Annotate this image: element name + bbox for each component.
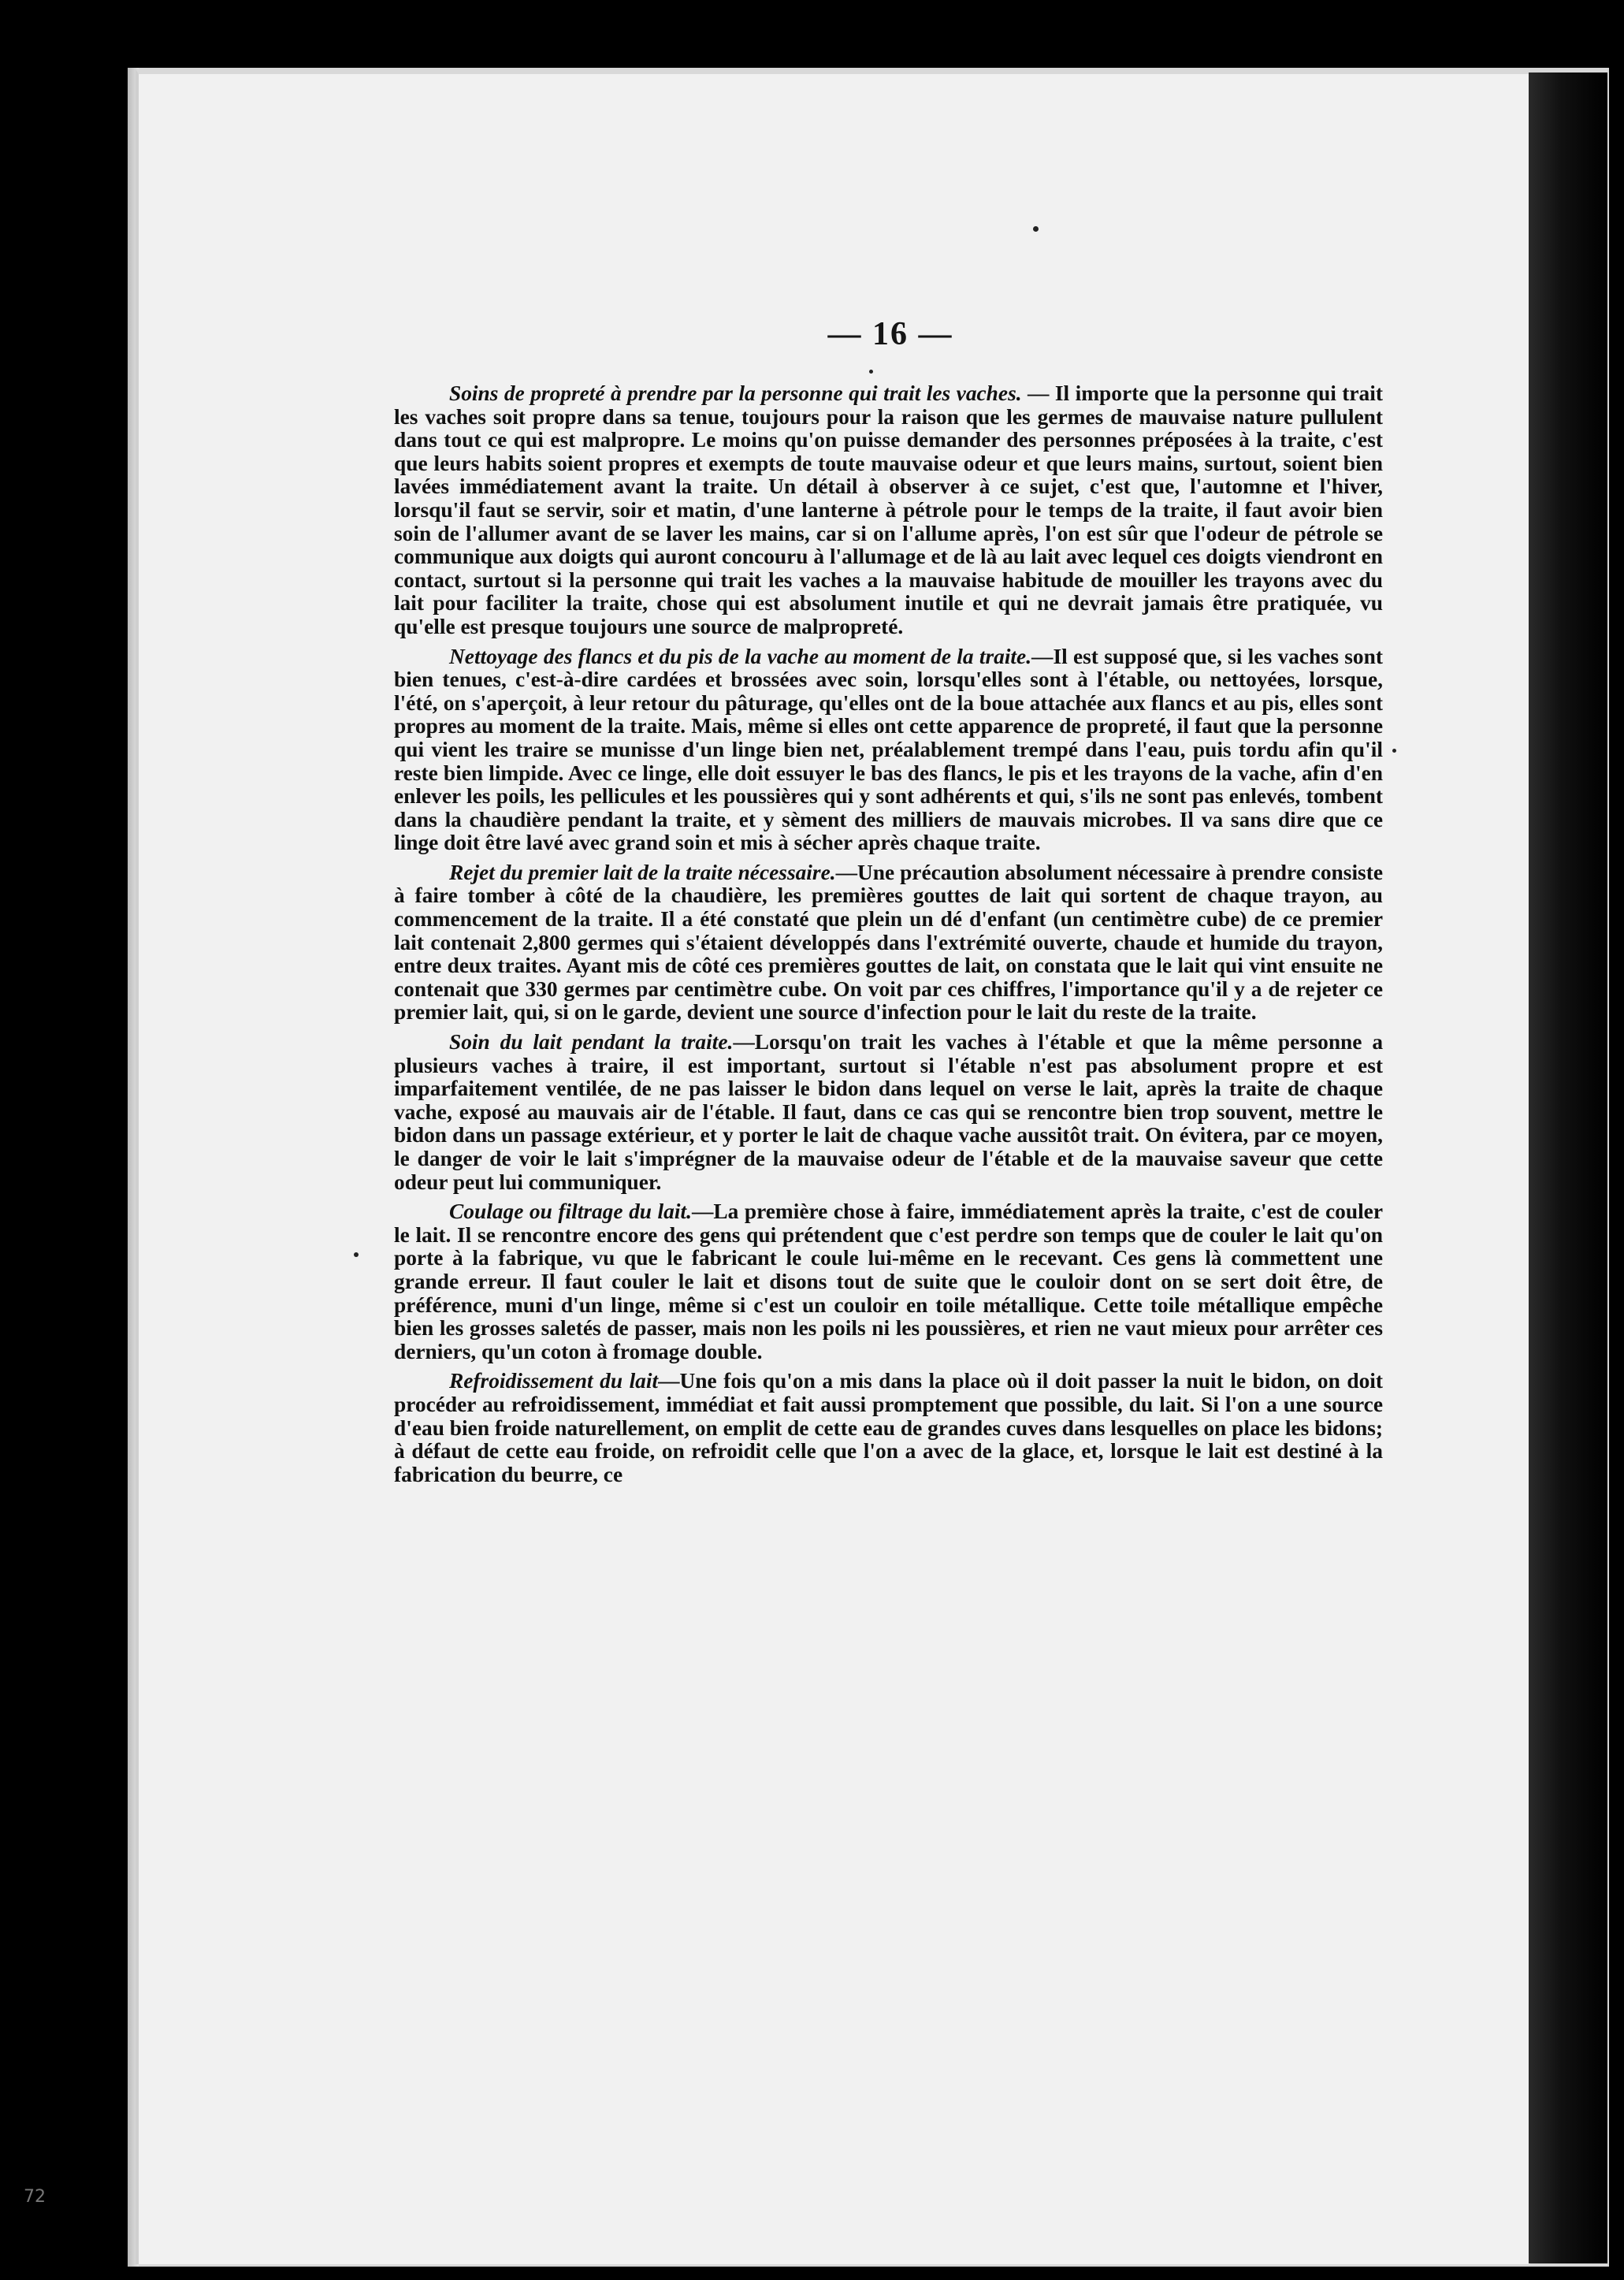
paragraph-body: —La première chose à faire, immédiatement après la traite, c'est de couler le lait. Il se rencontre encore des gens qui prétendent que c'est perdre son temps que de couler le lait qu'on porte à la fabrique, vu que le fabricant le coule lui-même en le recevant. Ces gens là commettent une grande erreur. Il faut couler le lait et disons tout de suite que le couloir dont on se sert doit être, de préférence, muni d'un linge, même si c'est un couloir en toile métallique. Cette toile métallique empêche bien les grosses saletés de passer, mais non les poils ni les poussières, et rien ne vaut mieux pour arrêter ces derniers, qu'un coton à fromage double. (394, 1200, 1384, 1363)
paragraph-heading: Soin du lait pendant la traite. (449, 1030, 734, 1054)
paragraph-body: —Lorsqu'on trait les vaches à l'étable et que la même personne a plusieurs vaches à traire, il est important, surtout si l'étable n'est pas absolument propre et est imparfaitement ventilée, de ne pas laisser le bidon dans lequel on verse le lait, après la traite de chaque vache, exposé au mauvais air de l'étable. Il faut, dans ce cas qui se rencontre bien trop souvent, mettre le bidon dans un passage extérieur, et y porter le lait de chaque vache aussitôt trait. On évitera, par ce moyen, le danger de voir le lait s'imprégner de la mauvaise odeur de l'étable et de la mauvaise saveur que cette odeur peut lui communiquer. (394, 1030, 1384, 1194)
paragraph-body: — Il importe que la personne qui trait les vaches soit propre dans sa tenue, toujours pour la raison que les germes de mauvaise nature pullulent dans tout ce qui est malpropre. Le moins qu'on puisse demander des personnes préposées à la traite, c'est que leurs habits soient propres et exempts de toute mauvaise odeur et que leurs mains, surtout, soient bien lavées immédiatement avant la traite. Un détail à observer à ce sujet, c'est que, l'automne et l'hiver, lorsqu'il faut se servir, soir et matin, d'une lanterne à pétrole pour le temps de la traite, il faut avoir bien soin de l'allumer avant de se laver les mains, car si on l'allume après, l'on est sûr que l'odeur de pétrole se communique aux doigts qui auront concouru à l'allumage et de là au lait avec lequel ces doigts viendront en contact, surtout si la personne qui trait les vaches a la mauvaise habitude de mouiller les trayons avec du lait pour faciliter la traite, chose qui est absolument inutile et qui ne devrait jamais être pratiquée, vu qu'elle est presque toujours une source de malpropreté. (394, 381, 1383, 638)
paragraph-heading: Nettoyage des flancs et du pis de la vache au moment de la traite. (449, 644, 1032, 668)
scan-speck (354, 1252, 359, 1257)
scan-speck (869, 370, 873, 374)
body-text (394, 382, 1383, 1493)
page-number: — 16 — (827, 316, 953, 352)
paragraph-rejet-premier-lait (394, 861, 1383, 1025)
paragraph-refroidissement (394, 1370, 1383, 1486)
paragraph-heading: Rejet du premier lait de la traite nécessaire. (449, 860, 836, 884)
paragraph-body: —Une fois qu'on a mis dans la place où il doit passer la nuit le bidon, on doit procéder au refroidissement, immédiat et fait aussi promptement que possible, du lait. Si l'on a une source d'eau bien froide naturellement, on emplit de cette eau de grandes cuves dans lesquelles on place les bidons; à défaut de cette eau froide, on refroidit celle que l'on a avec de la glace, et, lorsque le lait est destiné à la fabrication du beurre, ce (394, 1369, 1383, 1486)
paragraph-heading: Soins de propreté à prendre par la personne qui trait les vaches. (449, 381, 1022, 405)
scan-speck (1392, 749, 1396, 753)
paragraph-body: —Une précaution absolument nécessaire à prendre consiste à faire tomber à côté de la chaudière, les premières gouttes de lait qui sortent de chaque trayon, au commencement de la traite. Il a été constaté que plein un dé d'enfant (un centimètre cube) de ce premier lait contenait 2,800 germes qui s'étaient développés dans l'extrémité ouverte, chaude et humide du trayon, entre deux traites. Ayant mis de côté ces premières gouttes de lait, on constata que le lait qui vint ensuite ne contenait que 330 germes par centimètre cube. On voit par ces chiffres, l'importance qu'il y a de rejeter ce premier lait, qui, si on le garde, devient une source d'infection pour le lait du reste de la traite. (394, 860, 1383, 1025)
paragraph-soins-proprete (394, 382, 1383, 639)
binding-shadow (1529, 73, 1607, 2263)
paragraph-heading: Coulage ou filtrage du lait. (449, 1200, 692, 1224)
paragraph-heading: Refroidissement du lait (449, 1369, 659, 1393)
corner-mark: 72 (24, 2187, 46, 2207)
paragraph-nettoyage (394, 645, 1383, 855)
scan-speck (1033, 226, 1039, 232)
paragraph-soin-du-lait (394, 1031, 1383, 1194)
paragraph-body: —Il est supposé que, si les vaches sont bien tenues, c'est-à-dire cardées et brossées avec soin, lorsqu'elles sont à l'étable, ou nettoyées, lorsque, l'été, on s'aperçoit, à leur retour du pâturage, qu'elles ont de la boue attachée aux flancs et au pis, elles sont propres au moment de la traite. Mais, même si elles ont cette apparence de propreté, il faut que la personne qui vient les traire se munisse d'un linge bien net, préalablement trempé dans l'eau, puis tordu afin qu'il reste bien limpide. Avec ce linge, elle doit essuyer le bas des flancs, le pis et les trayons de la vache, afin d'en enlever les poils, les pellicules et les poussières qui y sont adhérents et qui, s'ils ne sont pas enlevés, tombent dans la chaudière pendant la traite, et y sèment des milliers de mauvais microbes. Il va sans dire que ce linge doit être lavé avec grand soin et mis à sécher après chaque traite. (394, 644, 1383, 855)
paragraph-coulage (394, 1200, 1383, 1363)
